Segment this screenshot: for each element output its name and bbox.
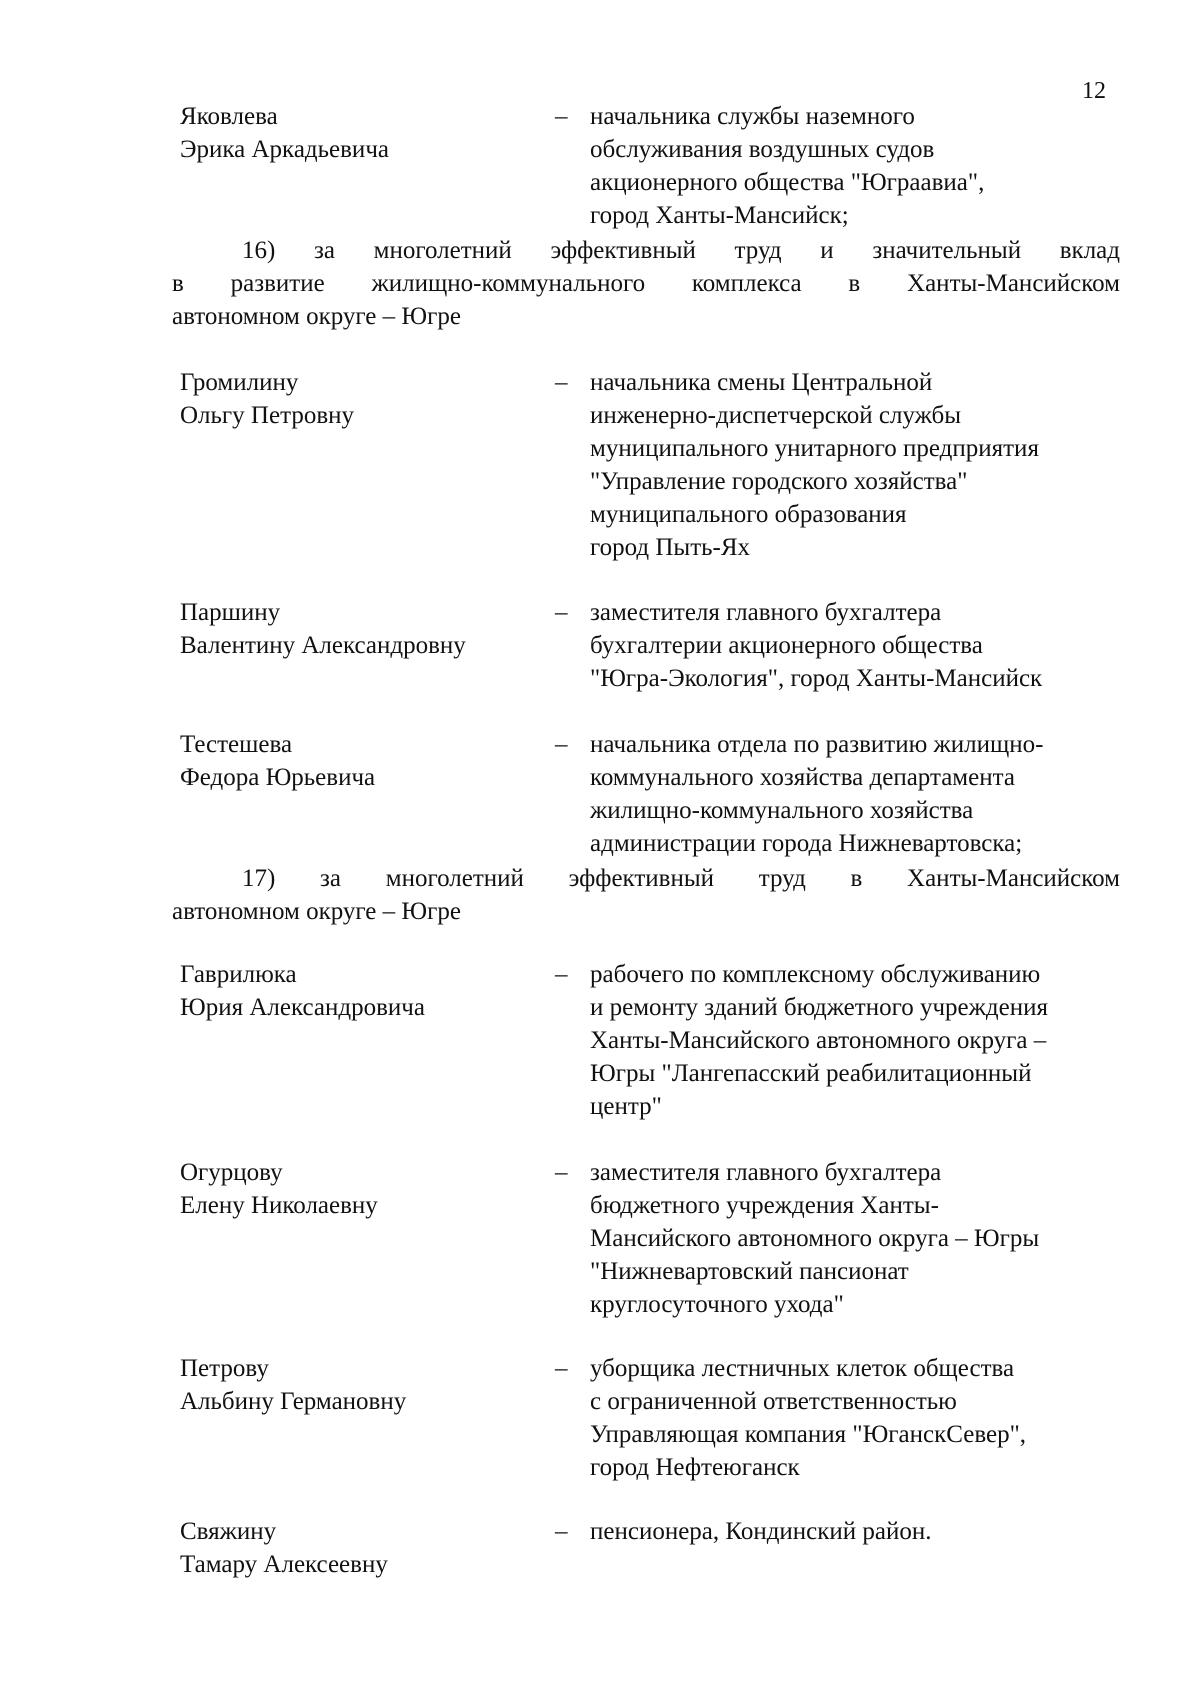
desc-line: обслуживания воздушных судов [590, 136, 935, 163]
dash: – [555, 1159, 568, 1186]
dash: – [555, 599, 568, 626]
name-line: Валентину Александровну [180, 632, 466, 659]
desc-line: "Нижневартовский пансионат [590, 1258, 909, 1285]
position-description [590, 1352, 1130, 1484]
name-line: Юрия Александровича [180, 994, 425, 1021]
person-name [180, 1352, 540, 1418]
desc-line: администрации города Нижневартовска; [590, 830, 1023, 857]
paragraph-line: 16) за многолетний эффективный труд и значительный вклад [242, 237, 1120, 264]
desc-line: Мансийского автономного округа – Югры [590, 1225, 1040, 1252]
desc-line: центр" [590, 1093, 662, 1120]
name-line: Альбину Германовну [180, 1388, 407, 1415]
paragraph-line: автономном округе – Югре [172, 898, 461, 925]
name-line: Эрика Аркадьевича [180, 136, 389, 163]
name-line: Громилину [180, 369, 299, 396]
desc-line: муниципального унитарного предприятия [590, 435, 1039, 462]
desc-line: начальника отдела по развитию жилищно- [590, 731, 1044, 758]
dash: – [555, 731, 568, 758]
person-name [180, 1156, 540, 1222]
desc-line: уборщика лестничных клеток общества [590, 1355, 1015, 1382]
desc-line: начальника службы наземного [590, 103, 915, 130]
person-name [180, 1515, 540, 1581]
name-line: Ольгу Петровну [180, 402, 354, 429]
position-description [590, 596, 1130, 695]
desc-line: Управляющая компания "ЮганскСевер", [590, 1421, 1027, 1448]
person-name [180, 596, 540, 662]
desc-line: начальника смены Центральной [590, 369, 933, 396]
desc-line: Югры "Лангепасский реабилитационный [590, 1060, 1032, 1087]
desc-line: акционерного общества "Юграавиа", [590, 169, 985, 196]
desc-line: заместителя главного бухгалтера [590, 1159, 942, 1186]
section-16-paragraph [172, 234, 1120, 333]
name-line: Тамару Алексеевну [180, 1551, 388, 1578]
position-description [590, 958, 1130, 1123]
person-name [180, 728, 540, 794]
desc-line: заместителя главного бухгалтера [590, 599, 942, 626]
desc-line: бюджетного учреждения Ханты- [590, 1192, 939, 1219]
desc-line: муниципального образования [590, 501, 907, 528]
desc-line: и ремонту зданий бюджетного учреждения [590, 994, 1048, 1021]
name-line: Огурцову [180, 1159, 283, 1186]
desc-line: город Пыть-Ях [590, 534, 751, 561]
dash: – [555, 369, 568, 396]
desc-line: инженерно-диспетчерской службы [590, 402, 962, 429]
desc-line: "Югра-Экология", город Ханты-Мансийск [590, 665, 1043, 692]
name-line: Яковлева [180, 103, 278, 130]
name-line: Петрову [180, 1355, 269, 1382]
person-name [180, 366, 540, 432]
name-line: Елену Николаевну [180, 1192, 378, 1219]
name-line: Паршину [180, 599, 281, 626]
section-17-paragraph [172, 862, 1120, 928]
page-number: 12 [1082, 78, 1106, 104]
dash: – [555, 103, 568, 130]
dash: – [555, 1518, 568, 1545]
dash: – [555, 1355, 568, 1382]
person-name [180, 958, 540, 1024]
desc-line: с ограниченной ответственностью [590, 1388, 957, 1415]
name-line: Свяжину [180, 1518, 277, 1545]
paragraph-line: автономном округе – Югре [172, 303, 461, 330]
position-description [590, 1156, 1130, 1321]
desc-line: "Управление городского хозяйства" [590, 468, 968, 495]
name-line: Тестешева [180, 731, 293, 758]
dash: – [555, 961, 568, 988]
desc-line: пенсионера, Кондинский район. [590, 1518, 932, 1545]
desc-line: бухгалтерии акционерного общества [590, 632, 983, 659]
paragraph-line: в развитие жилищно-коммунального комплекса в Ханты-Мансийском [172, 270, 1120, 297]
position-description [590, 1515, 1130, 1548]
paragraph-line: 17) за многолетний эффективный труд в Ханты-Мансийском [242, 865, 1120, 892]
name-line: Федора Юрьевича [180, 764, 376, 791]
desc-line: город Нефтеюганск [590, 1454, 800, 1481]
desc-line: Ханты-Мансийского автономного округа – [590, 1027, 1047, 1054]
position-description [590, 728, 1130, 860]
position-description [590, 366, 1130, 564]
desc-line: рабочего по комплексному обслуживанию [590, 961, 1041, 988]
desc-line: жилищно-коммунального хозяйства [590, 797, 974, 824]
name-line: Гаврилюка [180, 961, 297, 988]
desc-line: город Ханты-Мансийск; [590, 202, 849, 229]
desc-line: круглосуточного ухода" [590, 1291, 844, 1318]
person-name [180, 100, 540, 166]
position-description [590, 100, 1130, 232]
desc-line: коммунального хозяйства департамента [590, 764, 1015, 791]
